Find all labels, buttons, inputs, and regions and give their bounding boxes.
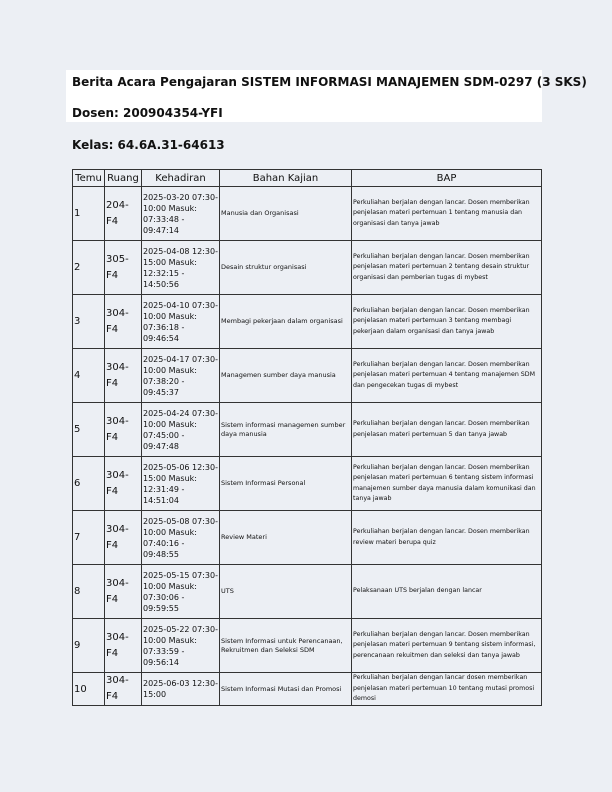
meeting-number: 7 [73,511,105,565]
bap-table [72,169,542,706]
meeting-number: 2 [73,241,105,295]
table-row [73,565,542,619]
meeting-number: 8 [73,565,105,619]
column-header-meeting: Temu [73,170,105,187]
attendance-cell: 2025-05-22 07:30-10:00 Masuk: 07:33:59 - 09:56:14 [142,619,220,673]
column-header-topic: Bahan Kajian [220,170,352,187]
table-row [73,349,542,403]
room-cell: 304-F4 [105,511,142,565]
bap-cell: Pelaksanaan UTS berjalan dengan lancar [352,565,542,619]
topic-cell: UTS [220,565,352,619]
room-cell: 304-F4 [105,349,142,403]
room-cell: 304-F4 [105,457,142,511]
column-header-room: Ruang [105,170,142,187]
room-cell: 304-F4 [105,295,142,349]
attendance-cell: 2025-06-03 12:30-15:00 [142,673,220,706]
lecturer-label: Dosen: 200904354-YFI [72,106,223,120]
topic-cell: Manusia dan Organisasi [220,187,352,241]
bap-cell: Perkuliahan berjalan dengan lancar. Dosen memberikan penjelasan materi pertemuan 9 tentang sistem informasi, perencanaan rekuitmen dan seleksi dan tanya jawab [352,619,542,673]
bap-cell: Perkuliahan berjalan dengan lancar. Dosen memberikan penjelasan materi pertemuan 1 tentang manusia dan organisasi dan tanya jawab [352,187,542,241]
bap-cell: Perkuliahan berjalan dengan lancar. Dosen memberikan penjelasan materi pertemuan 5 dan tanya jawab [352,403,542,457]
table-body [73,187,542,706]
attendance-cell: 2025-04-17 07:30-10:00 Masuk: 07:38:20 - 09:45:37 [142,349,220,403]
topic-cell: Managemen sumber daya manusia [220,349,352,403]
meeting-number: 6 [73,457,105,511]
meeting-number: 4 [73,349,105,403]
table-row [73,619,542,673]
table-row [73,241,542,295]
bap-cell: Perkuliahan berjalan dengan lancar. Dosen memberikan penjelasan materi pertemuan 3 tentang membagi pekerjaan dalam organisasi dan tanya jawab [352,295,542,349]
bap-cell: Perkuliahan berjalan dengan lancar. Dosen memberikan penjelasan materi pertemuan 2 tentang desain struktur organisasi dan pemberian tugas di mybest [352,241,542,295]
bap-cell: Perkuliahan berjalan dengan lancar. Dosen memberikan review materi berupa quiz [352,511,542,565]
column-header-bap: BAP [352,170,542,187]
attendance-cell: 2025-03-20 07:30-10:00 Masuk: 07:33:48 - 09:47:14 [142,187,220,241]
bap-cell: Perkuliahan berjalan dengan lancar. Dosen memberikan penjelasan materi pertemuan 6 tentang sistem informasi manajemen sumber daya manusia dalam komunikasi dan tanya jawab [352,457,542,511]
table-row [73,295,542,349]
column-header-attendance: Kehadiran [142,170,220,187]
topic-cell: Sistem informasi managemen sumber daya manusia [220,403,352,457]
meeting-number: 5 [73,403,105,457]
room-cell: 304-F4 [105,565,142,619]
table-row [73,187,542,241]
meeting-number: 3 [73,295,105,349]
topic-cell: Desain struktur organisasi [220,241,352,295]
attendance-cell: 2025-04-10 07:30-10:00 Masuk: 07:36:18 - 09:46:54 [142,295,220,349]
attendance-cell: 2025-05-08 07:30-10:00 Masuk: 07:40:16 - 09:48:55 [142,511,220,565]
table-header-row [73,170,542,187]
room-cell: 305-F4 [105,241,142,295]
class-label: Kelas: 64.6A.31-64613 [72,138,225,152]
table-row [73,457,542,511]
topic-cell: Sistem Informasi Mutasi dan Promosi [220,673,352,706]
topic-cell: Sistem Informasi untuk Perencanaan, Rekruitmen dan Seleksi SDM [220,619,352,673]
table-row [73,403,542,457]
attendance-cell: 2025-05-06 12:30-15:00 Masuk: 12:31:49 - 14:51:04 [142,457,220,511]
page-title: Berita Acara Pengajaran SISTEM INFORMASI MANAJEMEN SDM-0297 (3 SKS) [72,75,587,89]
room-cell: 304-F4 [105,403,142,457]
meeting-number: 1 [73,187,105,241]
room-cell: 304-F4 [105,673,142,706]
topic-cell: Sistem Informasi Personal [220,457,352,511]
attendance-cell: 2025-04-08 12:30-15:00 Masuk: 12:32:15 - 14:50:56 [142,241,220,295]
bap-cell: Perkuliahan berjalan dengan lancar. Dosen memberikan penjelasan materi pertemuan 4 tentang manajemen SDM dan pengecekan tugas di mybest [352,349,542,403]
attendance-cell: 2025-05-15 07:30-10:00 Masuk: 07:30:06 - 09:59:55 [142,565,220,619]
topic-cell: Review Materi [220,511,352,565]
attendance-cell: 2025-04-24 07:30-10:00 Masuk: 07:45:00 - 09:47:48 [142,403,220,457]
bap-cell: Perkuliahan berjalan dengan lancar dosen memberikan penjelasan materi pertemuan 10 tentang mutasi promosi demosi [352,673,542,706]
table-row [73,511,542,565]
room-cell: 304-F4 [105,619,142,673]
meeting-number: 10 [73,673,105,706]
topic-cell: Membagi pekerjaan dalam organisasi [220,295,352,349]
room-cell: 204-F4 [105,187,142,241]
table-row [73,673,542,706]
meeting-number: 9 [73,619,105,673]
